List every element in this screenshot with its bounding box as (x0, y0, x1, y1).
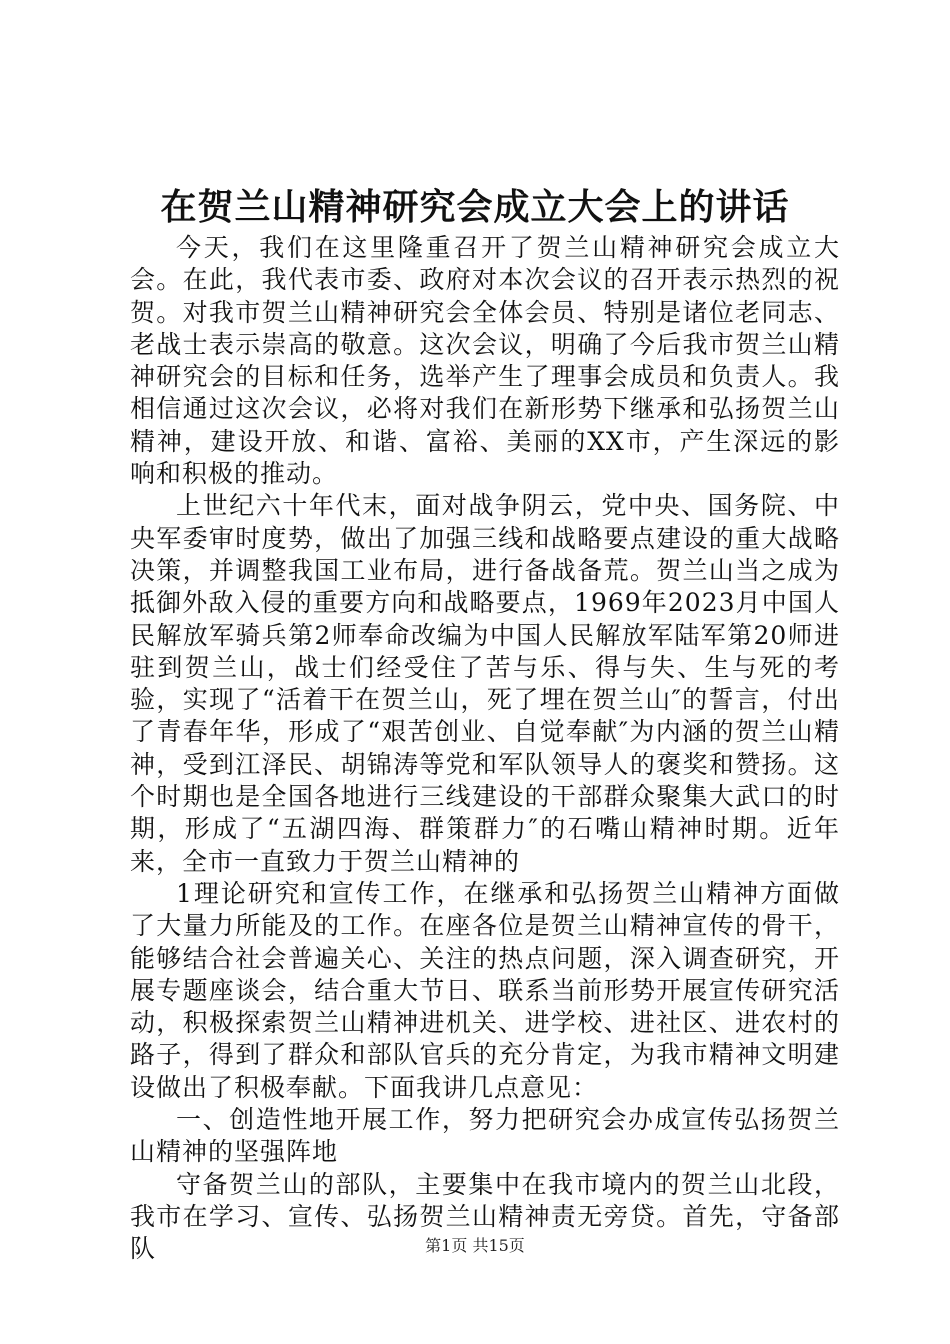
paragraph-opening: 今天，我们在这里隆重召开了贺兰山精神研究会成立大会。在此，我代表市委、政府对本次会议的召开表示热烈的祝贺。对我市贺兰山精神研究会全体会员、特别是诸位老同志、老战士表示崇高的敬意。这次会议，明确了今后我市贺兰山精神研究会的目标和任务，选举产生了理事会成员和负责人。我相信通过这次会议，必将对我们在新形势下继承和弘扬贺兰山精神，建设开放、和谐、富裕、美丽的XX市，产生深远的影响和积极的推动。 (130, 233, 840, 489)
section-heading-one: 一、创造性地开展工作，努力把研究会办成宣传弘扬贺兰山精神的坚强阵地 (130, 1105, 840, 1167)
document-title: 在贺兰山精神研究会成立大会上的讲话 (160, 186, 790, 228)
paragraph-research-work: 1理论研究和宣传工作，在继承和弘扬贺兰山精神方面做了大量力所能及的工作。在座各位是贺兰山精神宣传的骨干，能够结合社会普遍关心、关注的热点问题，深入调查研究，开展专题座谈会，结合重大节日、联系当前形势开展宣传研究活动，积极探索贺兰山精神进机关、进学校、进社区、进农村的路子，得到了群众和部队官兵的充分肯定，为我市精神文明建设做出了积极奉献。下面我讲几点意见： (130, 878, 840, 1102)
page-number-footer: 第1页 共15页 (425, 1236, 525, 1255)
paragraph-history: 上世纪六十年代末，面对战争阴云，党中央、国务院、中央军委审时度势，做出了加强三线和战略要点建设的重大战略决策，并调整我国工业布局，进行备战备荒。贺兰山当之成为抵御外敌入侵的重要方向和战略要点，1969年2023月中国人民解放军骑兵第2师奉命改编为中国人民解放军陆军第20师进驻到贺兰山，战士们经受住了苦与乐、得与失、生与死的考验，实现了“活着干在贺兰山，死了埋在贺兰山″的誓言，付出了青春年华，形成了“艰苦创业、自觉奉献″为内涵的贺兰山精神，受到江泽民、胡锦涛等党和军队领导人的褒奖和赞扬。这个时期也是全国各地进行三线建设的干部群众聚集大武口的时期，形成了“五湖四海、群策群力″的石嘴山精神时期。近年来，全市一直致力于贺兰山精神的 (130, 491, 840, 876)
document-body (130, 232, 840, 1266)
paragraph-garrison: 守备贺兰山的部队，主要集中在我市境内的贺兰山北段，我市在学习、宣传、弘扬贺兰山精神责无旁贷。首先，守备部队 (130, 1169, 840, 1264)
